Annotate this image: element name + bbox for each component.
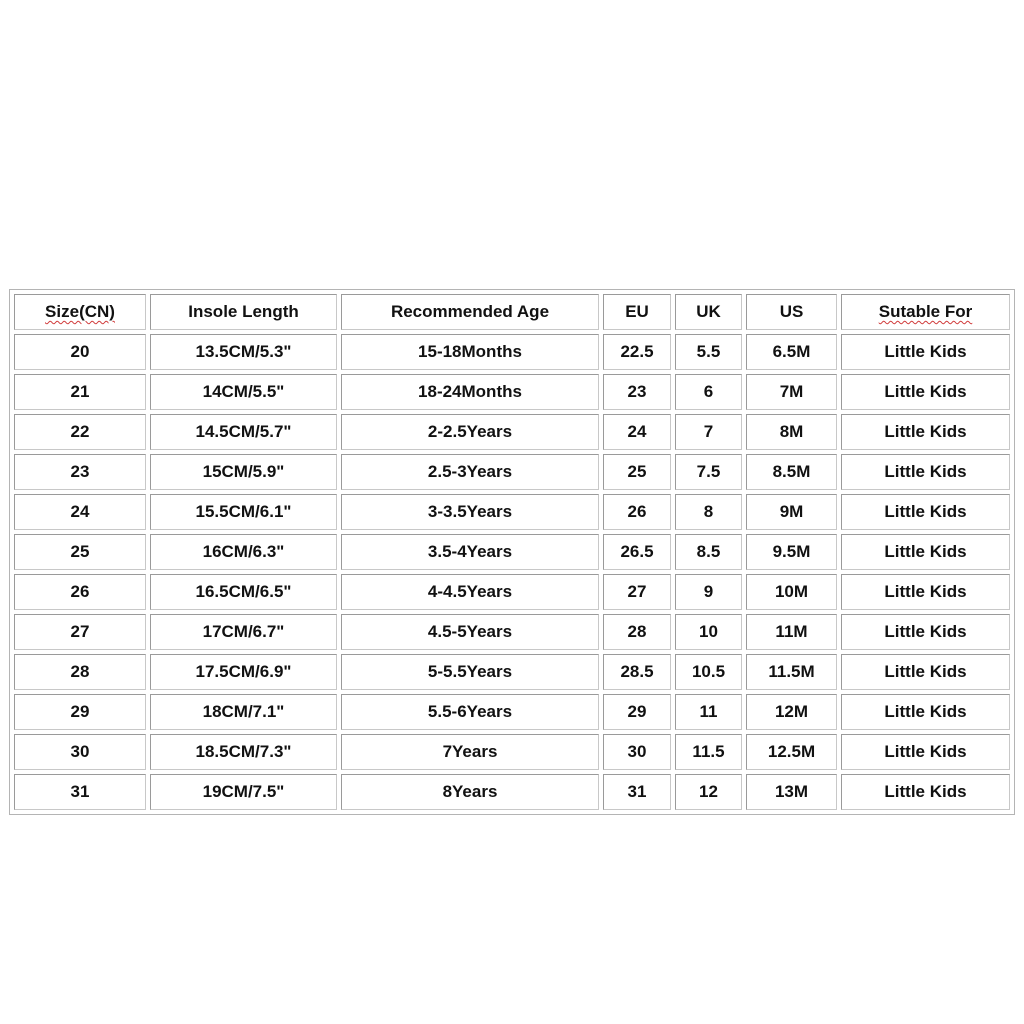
insole-length-cell: 13.5CM/5.3" [150,334,337,370]
suitable-for-cell: Little Kids [841,414,1010,450]
suitable-for-cell: Little Kids [841,534,1010,570]
size-cn-cell: 24 [14,494,146,530]
suitable-for-cell: Little Kids [841,574,1010,610]
uk-cell: 11 [675,694,742,730]
uk-cell: 5.5 [675,334,742,370]
insole-length-cell: 17CM/6.7" [150,614,337,650]
size-cn-cell: 23 [14,454,146,490]
header-suitable-for-label: Sutable For [878,302,973,321]
recommended-age-cell: 18-24Months [341,374,599,410]
header-uk: UK [675,294,742,330]
insole-length-cell: 15CM/5.9" [150,454,337,490]
us-cell: 12M [746,694,837,730]
recommended-age-cell: 5-5.5Years [341,654,599,690]
size-cn-cell: 27 [14,614,146,650]
recommended-age-cell: 7Years [341,734,599,770]
eu-cell: 23 [603,374,671,410]
table-row [14,694,1010,730]
insole-length-cell: 18.5CM/7.3" [150,734,337,770]
suitable-for-cell: Little Kids [841,374,1010,410]
eu-cell: 30 [603,734,671,770]
header-suitable-for [841,294,1010,330]
table-row [14,614,1010,650]
us-cell: 6.5M [746,334,837,370]
us-cell: 7M [746,374,837,410]
table-row [14,734,1010,770]
us-cell: 8M [746,414,837,450]
insole-length-cell: 14CM/5.5" [150,374,337,410]
eu-cell: 24 [603,414,671,450]
insole-length-cell: 15.5CM/6.1" [150,494,337,530]
suitable-for-cell: Little Kids [841,774,1010,810]
insole-length-cell: 14.5CM/5.7" [150,414,337,450]
eu-cell: 28.5 [603,654,671,690]
insole-length-cell: 16.5CM/6.5" [150,574,337,610]
uk-cell: 7.5 [675,454,742,490]
uk-cell: 11.5 [675,734,742,770]
size-cn-cell: 26 [14,574,146,610]
eu-cell: 27 [603,574,671,610]
suitable-for-cell: Little Kids [841,454,1010,490]
recommended-age-cell: 2-2.5Years [341,414,599,450]
suitable-for-cell: Little Kids [841,614,1010,650]
us-cell: 10M [746,574,837,610]
eu-cell: 22.5 [603,334,671,370]
header-us: US [746,294,837,330]
table-row [14,534,1010,570]
eu-cell: 25 [603,454,671,490]
table-row [14,334,1010,370]
uk-cell: 10.5 [675,654,742,690]
size-cn-cell: 22 [14,414,146,450]
size-cn-cell: 21 [14,374,146,410]
insole-length-cell: 17.5CM/6.9" [150,654,337,690]
size-cn-cell: 28 [14,654,146,690]
suitable-for-cell: Little Kids [841,494,1010,530]
header-size-cn-label: Size(CN) [45,302,115,321]
recommended-age-cell: 4.5-5Years [341,614,599,650]
table-row [14,494,1010,530]
table-body [14,334,1010,810]
recommended-age-cell: 3-3.5Years [341,494,599,530]
table-row [14,654,1010,690]
insole-length-cell: 16CM/6.3" [150,534,337,570]
us-cell: 9.5M [746,534,837,570]
insole-length-cell: 18CM/7.1" [150,694,337,730]
recommended-age-cell: 15-18Months [341,334,599,370]
recommended-age-cell: 4-4.5Years [341,574,599,610]
insole-length-cell: 19CM/7.5" [150,774,337,810]
table-row [14,374,1010,410]
table-row [14,774,1010,810]
us-cell: 8.5M [746,454,837,490]
table-header [14,294,1010,330]
size-chart-table [9,289,1015,815]
eu-cell: 26 [603,494,671,530]
us-cell: 9M [746,494,837,530]
suitable-for-cell: Little Kids [841,334,1010,370]
recommended-age-cell: 5.5-6Years [341,694,599,730]
us-cell: 11M [746,614,837,650]
size-cn-cell: 29 [14,694,146,730]
header-size-cn [14,294,146,330]
suitable-for-cell: Little Kids [841,694,1010,730]
eu-cell: 28 [603,614,671,650]
size-cn-cell: 20 [14,334,146,370]
uk-cell: 6 [675,374,742,410]
uk-cell: 12 [675,774,742,810]
recommended-age-cell: 3.5-4Years [341,534,599,570]
uk-cell: 7 [675,414,742,450]
uk-cell: 10 [675,614,742,650]
size-cn-cell: 30 [14,734,146,770]
table-row [14,574,1010,610]
recommended-age-cell: 8Years [341,774,599,810]
us-cell: 13M [746,774,837,810]
header-eu: EU [603,294,671,330]
suitable-for-cell: Little Kids [841,734,1010,770]
header-recommended-age: Recommended Age [341,294,599,330]
uk-cell: 9 [675,574,742,610]
header-insole-length: Insole Length [150,294,337,330]
header-row [14,294,1010,330]
eu-cell: 31 [603,774,671,810]
size-cn-cell: 25 [14,534,146,570]
table-row [14,414,1010,450]
us-cell: 12.5M [746,734,837,770]
size-cn-cell: 31 [14,774,146,810]
uk-cell: 8 [675,494,742,530]
recommended-age-cell: 2.5-3Years [341,454,599,490]
eu-cell: 29 [603,694,671,730]
table-row [14,454,1010,490]
uk-cell: 8.5 [675,534,742,570]
suitable-for-cell: Little Kids [841,654,1010,690]
eu-cell: 26.5 [603,534,671,570]
us-cell: 11.5M [746,654,837,690]
